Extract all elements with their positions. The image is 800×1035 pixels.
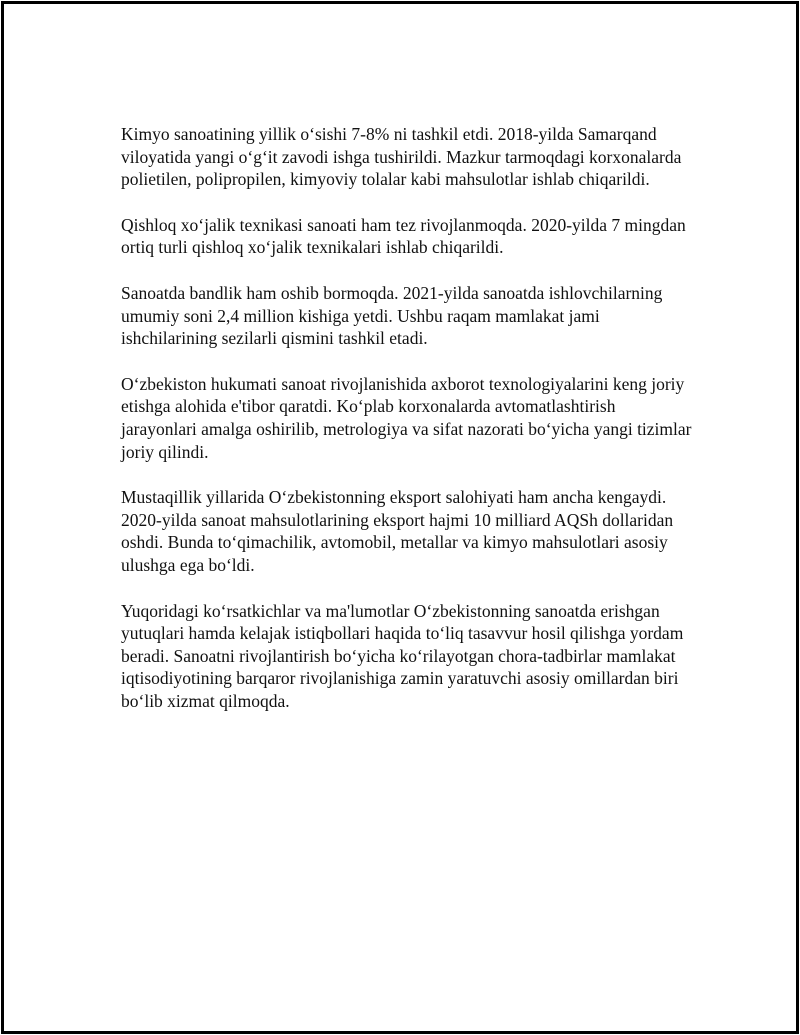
page-frame bbox=[1, 1, 799, 1034]
paragraph-export: Mustaqillik yillarida O‘zbekistonning eksport salohiyati ham ancha kengaydi. 2020-yilda sanoat mahsulotlarining eksport hajmi 10 milliard AQSh dollaridan oshdi. Bunda to‘qimachilik, avtomobil, metallar va kimyo mahsulotlari asosiy ulushga ega bo‘ldi. bbox=[121, 487, 674, 575]
paragraph-conclusion: Yuqoridagi ko‘rsatkichlar va ma'lumotlar O‘zbekistonning sanoatda erishgan yutuqlari hamda kelajak istiqbollari haqida to‘liq tasavvur hosil qilishga yordam beradi. Sanoatni rivojlantirish bo‘yicha ko‘rilayotgan chora-tadbirlar mamlakat iqtisodiyotining barqaror rivojlanishiga zamin yaratuvchi asosiy omillardan biri bo‘lib xizmat qilmoqda. bbox=[121, 600, 684, 711]
paragraph-employment: Sanoatda bandlik ham oshib bormoqda. 2021-yilda sanoatda ishlovchilarning umumiy soni 2,4 million kishiga yetdi. Ushbu raqam mamlakat jami ishchilarining sezilarli qismini tashkil etadi. bbox=[121, 282, 663, 349]
paragraph-chemical-industry: Kimyo sanoatining yillik o‘sishi 7-8% ni tashkil etdi. 2018-yilda Samarqand viloyatida yangi o‘g‘it zavodi ishga tushirildi. Mazkur tarmoqdagi korxonalarda polietilen, polipropilen, kimyoviy tolalar kabi mahsulotlar ishlab chiqarildi. bbox=[121, 124, 682, 190]
paragraph-information-technology: O‘zbekiston hukumati sanoat rivojlanishida axborot texnologiyalarini keng joriy etishga alohida e'tibor qaratdi. Ko‘plab korxonalarda avtomatlashtirish jarayonlari amalga oshirilib, metrologiya va sifat nazorati bo‘yicha yangi tizimlar joriy qilindi. bbox=[121, 373, 692, 462]
paragraph-agricultural-machinery: Qishloq xo‘jalik texnikasi sanoati ham tez rivojlanmoqda. 2020-yilda 7 mingdan ortiq turli qishloq xo‘jalik texnikalari ishlab chiqarildi. bbox=[121, 214, 686, 258]
document-body bbox=[121, 123, 693, 735]
